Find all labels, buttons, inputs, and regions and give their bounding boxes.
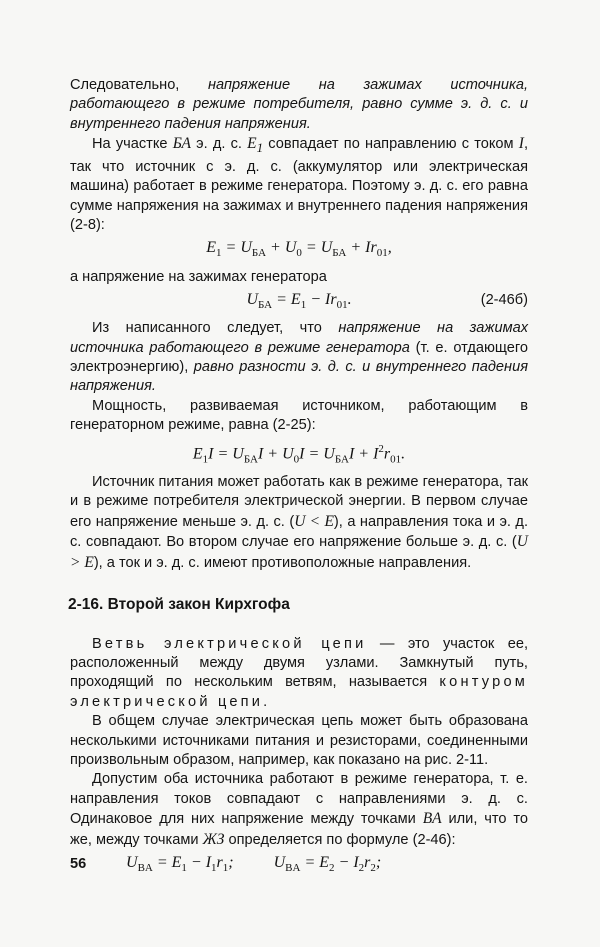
formula-2-46b: [70, 289, 528, 316]
equation-number: (2-46б): [480, 291, 528, 308]
text: .: [263, 693, 268, 710]
subscript: 1: [222, 862, 229, 875]
f: r: [364, 853, 371, 871]
paragraph-branch-definition: [70, 635, 528, 713]
spaced-term: Ветвь электрической цепи: [92, 635, 367, 652]
emphasis: напряжение на зажимах источника работающего в режиме генератора: [70, 320, 528, 356]
text: — это участок ее, расположенный между двумя узлами. Замкнутый путь, проходящий по нескольким ветвям, называется: [70, 635, 528, 691]
paragraph-conclusion-consumer: [70, 76, 528, 134]
subscript: 2: [370, 862, 376, 875]
f: ;: [375, 853, 382, 871]
text: Из написанного следует, что: [92, 320, 339, 337]
subscript: 0: [293, 453, 300, 466]
f: ;: [228, 853, 234, 871]
paragraph-two-sources: [70, 770, 528, 850]
f: U: [273, 853, 286, 871]
subscript: БА: [332, 247, 347, 260]
subscript: 1: [211, 862, 217, 875]
math: U < E: [294, 512, 334, 530]
text-column: [70, 76, 528, 882]
subscript: БА: [258, 299, 273, 312]
f: r: [383, 444, 391, 462]
subscript: BA: [285, 862, 301, 875]
f: .: [401, 444, 406, 462]
f: I + I: [348, 444, 379, 462]
f: − Ir: [306, 290, 337, 308]
math: БА: [172, 135, 191, 153]
f: = E: [152, 853, 182, 871]
subscript: 1: [256, 140, 264, 156]
text: На участке: [92, 136, 173, 153]
formula-right: [274, 852, 382, 879]
paragraph-power: Мощность, развиваемая источником, работающим в генераторном режиме, равна (2-25):: [70, 397, 528, 434]
f: I + U: [257, 444, 294, 462]
subscript: 1: [181, 862, 187, 875]
text: Следовательно,: [70, 77, 208, 93]
paragraph-conclusion-generator: [70, 319, 528, 397]
page-number: 56: [70, 856, 87, 872]
f: = E: [272, 290, 301, 308]
emphasis: равно разности э. д. с. и внутреннего падения напряжения.: [70, 358, 528, 395]
f: I = U: [299, 444, 335, 462]
text: Допустим оба источника работают в режиме генератора, т. е. направления токов совпадают с направлениями э. д. с. Одинаковое для них напряжение между точками: [70, 771, 528, 828]
subscript: BA: [137, 862, 153, 875]
f: I = U: [208, 444, 244, 462]
subscript: БА: [251, 247, 267, 260]
formula-power: [70, 438, 528, 471]
f: + Ir: [346, 239, 377, 257]
formula-two-sources: [70, 852, 528, 879]
math-symbol: E: [247, 135, 257, 153]
math: I: [518, 135, 524, 153]
subscript: 01: [336, 299, 348, 312]
formula-emf-sum: [70, 237, 528, 264]
f: = U: [301, 239, 333, 257]
text: ), а направления тока и э. д. с. совпадают. Во втором случае его напряжение больше э. д. с. (: [70, 513, 529, 551]
subscript: 2: [329, 862, 335, 875]
paragraph-general-case: В общем случае электрическая цепь может быть образована несколькими источниками питания и резисторами, соединенными произвольным образом, например, как показано на рис. 2-11.: [70, 713, 528, 768]
section-heading: 2-16. Второй закон Кирхгофа: [68, 596, 290, 614]
subscript: 01: [376, 247, 388, 260]
paragraph-terminal-voltage: а напряжение на зажимах генератора: [70, 268, 327, 285]
math: ЖЗ: [202, 830, 225, 848]
math: U > E: [70, 533, 528, 571]
f: − I: [186, 853, 212, 871]
f: .: [347, 290, 352, 308]
emphasis: напряжение на зажимах источника, работающего в режиме потребителя, равно сумме э. д. с. и внутреннего падения напряжения.: [70, 77, 529, 132]
f: E: [192, 444, 203, 462]
f: = E: [300, 853, 330, 871]
text: совпадает по направлению с током: [263, 136, 519, 153]
f: U: [246, 290, 258, 308]
f: − I: [334, 853, 359, 871]
f: r: [216, 853, 223, 871]
paragraph-generator-mode: [70, 134, 528, 235]
math: [247, 135, 264, 156]
text: или, что то же, между точками: [70, 811, 528, 848]
subscript: 01: [390, 453, 402, 466]
subscript: БА: [243, 453, 258, 466]
subscript: 1: [216, 247, 222, 260]
text: ), а ток и э. д. с. имеют противоположные направления.: [93, 554, 472, 571]
text: Источник питания может работать как в режиме генератора, так и в режиме потребителя электрической энергии. В первом случае его напряжение меньше э. д. с. (: [70, 474, 528, 530]
text: , так что источник с э. д. с. (аккумулятор или электрическая машина) работает в режиме генератора. Поэтому э. д. с. его равна сумме напряжения на зажимах и внутреннего падения напряжения (2-8):: [70, 136, 528, 233]
text: э. д. с.: [190, 136, 248, 153]
superscript: 2: [378, 442, 384, 455]
f: + U: [266, 239, 297, 257]
formula-left: [126, 852, 234, 879]
text: определяется по формуле (2-46):: [224, 831, 456, 848]
subscript: 2: [358, 862, 365, 875]
text: (т. е. отдающего электроэнергию),: [70, 339, 528, 375]
paragraph-source-modes: [70, 473, 528, 573]
subscript: 0: [296, 247, 302, 260]
f: U: [126, 853, 138, 871]
spaced-term: контуром электрической цепи: [70, 674, 528, 710]
subscript: 1: [300, 299, 307, 312]
subscript: 1: [202, 453, 209, 466]
f: ,: [387, 239, 392, 257]
f: E: [206, 239, 217, 257]
subscript: БА: [334, 453, 349, 466]
math: BA: [422, 810, 442, 828]
f: = U: [221, 239, 252, 257]
